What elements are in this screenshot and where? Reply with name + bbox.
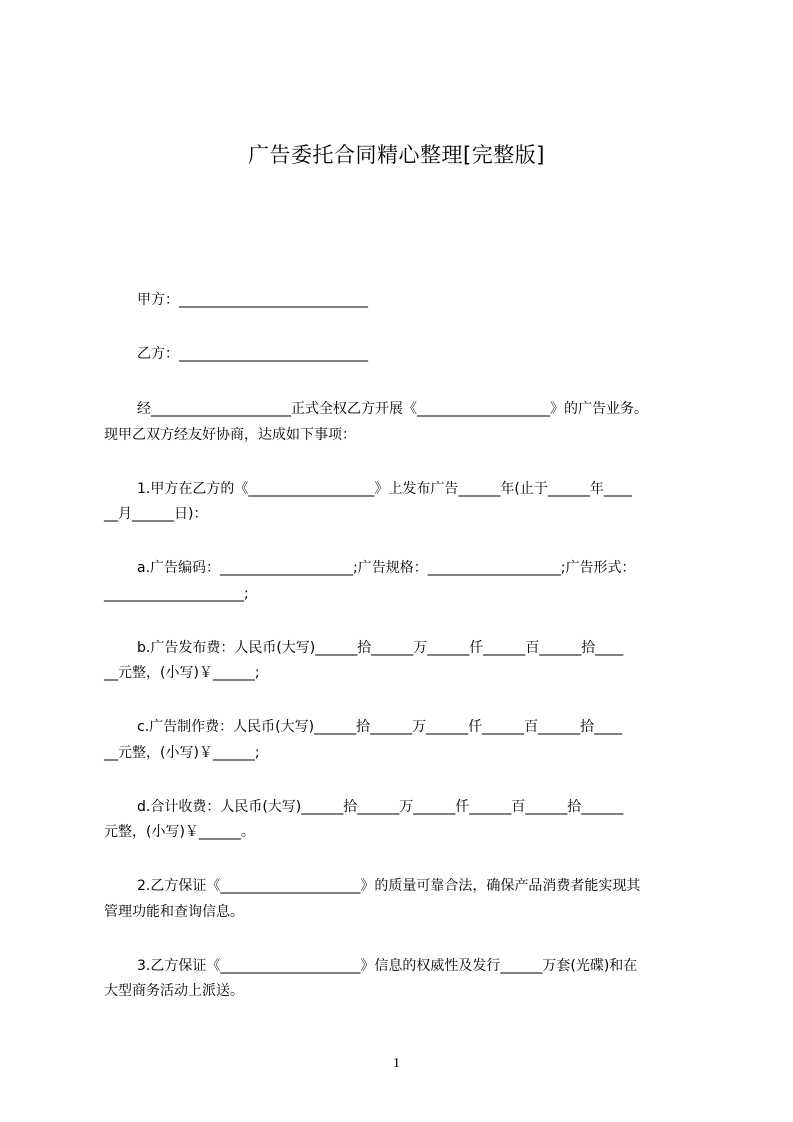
intro-line-1: 经____________________正式全权乙方开展《___________________》的广告业务。 [137, 401, 648, 417]
clause-a-line-2: ____________________; [104, 586, 249, 602]
clause-c-line-2: __元整，(小写)￥______; [104, 745, 260, 761]
intro-line-2: 现甲乙双方经友好协商，达成如下事项： [104, 427, 356, 443]
clause-d-line-1: d.合计收费：人民币(大写)______拾______万______仟______百______拾______ [137, 799, 624, 815]
clause-a-line-1: a.广告编码：___________________;广告规格：___________________;广告形式： [137, 560, 636, 576]
clause-2-line-1: 2.乙方保证《____________________》的质量可靠合法，确保产品消费者能实现其 [137, 878, 641, 894]
clause-c-line-1: c.广告制作费：人民币(大写)______拾______万______仟______百______拾____ [137, 719, 623, 735]
clause-3-line-2: 大型商务活动上派送。 [104, 983, 244, 999]
clause-d-line-2: 元整，(小写)￥______。 [104, 824, 255, 840]
clause-1-line-2: __月______日)： [104, 506, 208, 522]
clause-1-line-1: 1.甲方在乙方的《__________________》上发布广告______年(止于______年____ [137, 481, 632, 497]
clause-b-line-2: __元整，(小写)￥______; [104, 665, 260, 681]
page-number: 1 [393, 1056, 400, 1071]
document-title: 广告委托合同精心整理[完整版] [248, 143, 545, 167]
clause-b-line-1: b.广告发布费：人民币(大写)______拾______万______仟______百______拾____ [137, 640, 624, 656]
clause-3-line-1: 3.乙方保证《____________________》信息的权威性及发行______万套(光碟)和在 [137, 958, 638, 974]
clause-2-line-2: 管理功能和查询信息。 [104, 904, 244, 920]
party-b-line: 乙方：___________________________ [137, 346, 368, 362]
party-a-line: 甲方：___________________________ [137, 292, 368, 308]
